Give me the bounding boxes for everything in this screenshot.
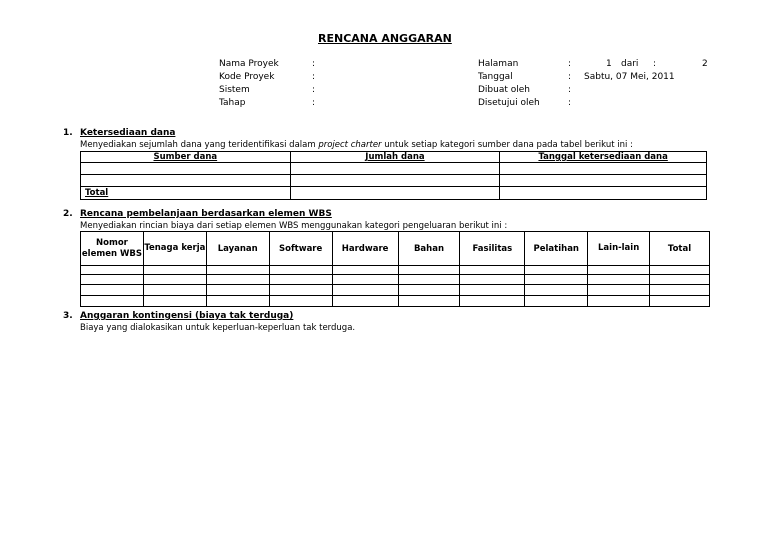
table-cell[interactable] [525, 275, 588, 285]
meta-colon: : [568, 85, 572, 95]
table-cell[interactable] [290, 163, 500, 175]
section1-number: 1. [63, 128, 73, 138]
table-row [81, 275, 710, 285]
table-cell[interactable] [143, 285, 206, 296]
header-software: Software [269, 232, 332, 266]
meta-colon: : [312, 72, 316, 82]
header-layanan: Layanan [206, 232, 269, 266]
table-cell[interactable] [588, 275, 650, 285]
section3-number: 3. [63, 311, 73, 321]
header-pelatihan: Pelatihan [525, 232, 588, 266]
table-row [81, 296, 710, 307]
header-jumlah-dana: Jumlah dana [290, 152, 500, 163]
table-row [81, 163, 707, 175]
section3-title: Anggaran kontingensi (biaya tak terduga) [80, 311, 294, 321]
header-lain-lain: Lain-lain [588, 232, 650, 266]
meta-label-halaman: Halaman [478, 59, 519, 69]
table-cell[interactable] [206, 266, 269, 275]
header-hardware: Hardware [332, 232, 398, 266]
table-cell[interactable] [398, 296, 460, 307]
table-cell[interactable] [588, 296, 650, 307]
table-cell[interactable] [460, 296, 525, 307]
table-cell[interactable] [500, 163, 707, 175]
table-cell[interactable] [269, 285, 332, 296]
header-fasilitas: Fasilitas [460, 232, 525, 266]
meta-colon: : [312, 98, 316, 108]
header-nomor-elemen-wbs: Nomor elemen WBS [81, 232, 144, 266]
table-cell[interactable] [206, 285, 269, 296]
meta-colon: : [568, 98, 572, 108]
section2-description: Menyediakan rincian biaya dari setiap elemen WBS menggunakan kategori pengeluaran berikut ini : [80, 221, 508, 231]
meta-label-nama-proyek: Nama Proyek [219, 59, 279, 69]
table-cell[interactable] [81, 285, 144, 296]
table-cell[interactable] [460, 285, 525, 296]
meta-right-labels [478, 58, 540, 110]
meta-label-tanggal: Tanggal [478, 72, 513, 82]
meta-colon: : [568, 59, 572, 69]
page-colon: : [653, 59, 657, 69]
table-cell[interactable] [650, 275, 710, 285]
table-cell[interactable] [143, 296, 206, 307]
table-cell[interactable] [500, 175, 707, 187]
header-total: Total [650, 232, 710, 266]
meta-left-labels [219, 58, 279, 110]
table-cell[interactable] [398, 275, 460, 285]
table-header-row [81, 152, 707, 163]
table-cell[interactable] [525, 285, 588, 296]
header-tenaga-kerja: Tenaga kerja [143, 232, 206, 266]
table-cell[interactable] [332, 275, 398, 285]
table-cell[interactable] [460, 266, 525, 275]
table-cell[interactable] [81, 275, 144, 285]
table-cell[interactable] [398, 266, 460, 275]
table-cell[interactable] [525, 296, 588, 307]
table-cell[interactable] [269, 275, 332, 285]
section1-desc-after: untuk setiap kategori sumber dana pada tabel berikut ini : [381, 140, 633, 150]
table-row [81, 285, 710, 296]
section1-description [80, 140, 633, 150]
section1-title: Ketersediaan dana [80, 128, 176, 138]
funding-table [80, 151, 707, 200]
header-sumber-dana: Sumber dana [81, 152, 291, 163]
table-cell[interactable] [143, 266, 206, 275]
table-cell[interactable] [460, 275, 525, 285]
meta-label-sistem: Sistem [219, 85, 250, 95]
table-cell[interactable] [143, 275, 206, 285]
section3-description: Biaya yang dialokasikan untuk keperluan-keperluan tak terduga. [80, 323, 356, 333]
page-total: 2 [702, 59, 708, 69]
table-total-row [81, 187, 707, 200]
page-dari: dari [621, 59, 639, 69]
date-value: Sabtu, 07 Mei, 2011 [584, 72, 675, 82]
table-cell[interactable] [81, 296, 144, 307]
table-row [81, 266, 710, 275]
meta-colon: : [568, 72, 572, 82]
table-cell[interactable] [206, 296, 269, 307]
wbs-table [80, 231, 710, 307]
meta-label-tahap: Tahap [219, 98, 246, 108]
section1-desc-italic: project charter [318, 140, 382, 150]
total-cell[interactable] [500, 187, 707, 200]
meta-right-colons [568, 58, 571, 110]
table-cell[interactable] [525, 266, 588, 275]
meta-label-disetujui-oleh: Disetujui oleh [478, 98, 540, 108]
table-cell[interactable] [650, 296, 710, 307]
table-cell[interactable] [332, 266, 398, 275]
meta-colon: : [312, 59, 316, 69]
section2-title: Rencana pembelanjaan berdasarkan elemen WBS [80, 209, 332, 219]
table-cell[interactable] [650, 266, 710, 275]
table-cell[interactable] [290, 175, 500, 187]
meta-left-colons [312, 58, 315, 110]
table-row [81, 175, 707, 187]
section1-desc-before: Menyediakan sejumlah dana yang teridentifikasi dalam [80, 140, 319, 150]
table-cell[interactable] [588, 285, 650, 296]
table-cell[interactable] [81, 266, 144, 275]
table-cell[interactable] [398, 285, 460, 296]
meta-label-kode-proyek: Kode Proyek [219, 72, 275, 82]
table-cell[interactable] [650, 285, 710, 296]
table-cell[interactable] [588, 266, 650, 275]
header-bahan: Bahan [398, 232, 460, 266]
table-cell[interactable] [206, 275, 269, 285]
total-label: Total [81, 187, 291, 200]
page-number: 1 [606, 59, 612, 69]
header-tanggal-ketersediaan: Tanggal ketersediaan dana [500, 152, 707, 163]
table-cell[interactable] [81, 163, 291, 175]
meta-colon: : [312, 85, 316, 95]
table-cell[interactable] [269, 266, 332, 275]
table-cell[interactable] [332, 296, 398, 307]
total-cell[interactable] [290, 187, 500, 200]
table-cell[interactable] [269, 296, 332, 307]
page-title: RENCANA ANGGARAN [318, 32, 452, 45]
section2-number: 2. [63, 209, 73, 219]
table-cell[interactable] [81, 175, 291, 187]
table-cell[interactable] [332, 285, 398, 296]
table-header-row [81, 232, 710, 266]
meta-label-dibuat-oleh: Dibuat oleh [478, 85, 531, 95]
